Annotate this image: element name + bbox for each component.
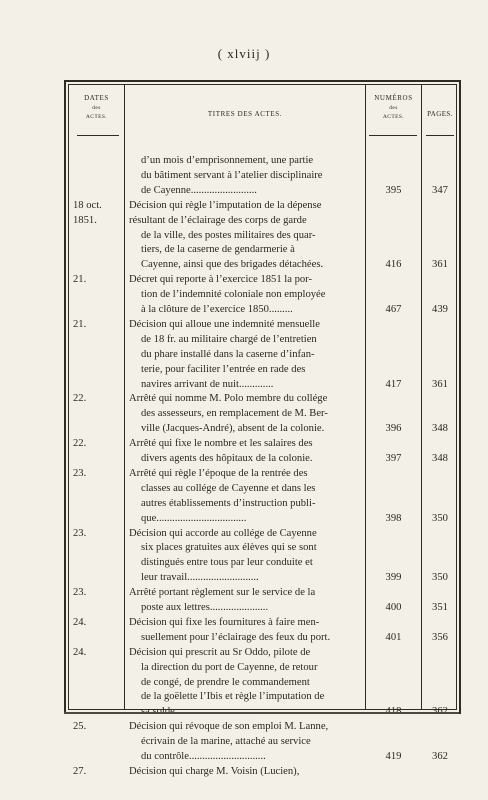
header-pages: PAGES.: [427, 110, 453, 118]
act-page: 351: [432, 602, 448, 613]
act-number: 400: [385, 602, 402, 613]
table-row: [69, 229, 458, 243]
act-title: Décision qui révoque de son emploi M. Lanne,: [129, 721, 329, 733]
act-title: Arrêté qui fixe le nombre et les salaires des: [129, 438, 313, 450]
act-title: tion de l’indemnité coloniale non employée: [141, 289, 326, 301]
header-dates-line1: DATES: [84, 94, 109, 102]
header-titles: TITRES DES ACTES.: [207, 110, 283, 118]
act-number: 417: [385, 378, 402, 390]
act-date: 21.: [73, 318, 87, 330]
table-row: [69, 467, 458, 481]
table-row: [69, 378, 458, 392]
table-row: [69, 392, 458, 406]
page-number: ( xlviij ): [217, 46, 271, 61]
table-row: [69, 273, 458, 287]
table-row: [69, 288, 458, 302]
act-title: de congé, de prendre le commandement: [141, 676, 310, 688]
act-title: du bâtiment servant à l’atelier disciplinaire: [141, 169, 323, 181]
table-row: [69, 527, 458, 541]
table-row: [69, 631, 458, 645]
table-row: [69, 422, 458, 436]
act-title: du phare installé dans la caserne d’infan-: [141, 348, 315, 360]
table-row: [69, 333, 458, 347]
table-row: [69, 318, 458, 332]
act-title: Décision qui prescrit au Sr Oddo, pilote de: [129, 646, 311, 658]
act-title: Décision qui alloue une indemnité mensuelle: [129, 318, 320, 330]
table-row: [69, 750, 458, 764]
header-rule: [77, 135, 119, 136]
act-title: poste aux lettres......................: [141, 602, 269, 613]
bottom-rule: [64, 712, 459, 714]
table-row: [69, 154, 458, 168]
table-row: [69, 243, 458, 257]
act-page: 350: [432, 512, 448, 524]
table-row: [69, 258, 458, 272]
act-title: Décision qui charge M. Voisin (Lucien),: [129, 765, 300, 777]
act-title: classes au collége de Cayenne et dans les: [141, 482, 316, 494]
act-page: 439: [432, 304, 448, 315]
act-number: 467: [385, 304, 402, 315]
act-number: 399: [385, 572, 402, 584]
table-row: [69, 482, 458, 496]
table-row: [69, 661, 458, 675]
header-numeros: [366, 93, 421, 122]
table-row: [69, 646, 458, 660]
act-date: 27.: [73, 765, 87, 777]
act-date: 18 oct.: [73, 199, 102, 211]
table-row: [69, 735, 458, 749]
header-numeros-line1: NUMÉROS: [374, 94, 413, 102]
act-title: Arrêté qui règle l’époque de la rentrée des: [129, 467, 308, 479]
act-page: 362: [432, 751, 448, 762]
header-rule: [426, 135, 454, 136]
act-page: 361: [432, 378, 448, 390]
act-title: terie, pour faciliter l’entrée en rade des: [141, 363, 306, 375]
act-number: 398: [385, 512, 402, 524]
act-title: Arrêté portant règlement sur le service de la: [129, 587, 316, 599]
act-title: divers agents des hôpitaux de la colonie.: [141, 453, 313, 464]
table-row: [69, 765, 458, 779]
act-page: 348: [432, 423, 448, 435]
table-row: [69, 348, 458, 362]
act-title: de la ville, des postes militaires des quar-: [141, 229, 316, 241]
table-row: [69, 690, 458, 704]
act-title: tiers, de la caserne de gendarmerie à: [141, 244, 295, 256]
header-numeros-line3: ACTES.: [382, 113, 405, 120]
act-date: 23.: [73, 587, 87, 599]
act-title: Cayenne, ainsi que des brigades détachées.: [141, 259, 324, 271]
act-title: navires arrivant de nuit.............: [141, 378, 274, 390]
act-title: distingués entre tous par leur conduite et: [141, 557, 313, 569]
act-title: des assesseurs, en remplacement de M. Ber-: [141, 408, 328, 420]
act-date: 23.: [73, 467, 87, 479]
table-row: [69, 571, 458, 585]
header-rule: [369, 135, 417, 136]
act-title: que..................................: [141, 512, 247, 524]
act-date: 1851.: [73, 214, 97, 226]
table-inner-frame: [68, 84, 457, 777]
header-numeros-line2: des: [389, 105, 398, 112]
act-title: écrivain de la marine, attaché au service: [141, 736, 311, 748]
table-row: [69, 184, 458, 198]
act-title: d’un mois d’emprisonnement, une partie: [141, 155, 314, 166]
table-row: [69, 541, 458, 555]
table-row: [69, 720, 458, 734]
act-title: du contrôle.............................: [141, 751, 266, 762]
act-number: 397: [385, 453, 402, 464]
table-row: [69, 169, 458, 183]
act-number: 419: [385, 751, 402, 762]
act-title: autres établissements d’instruction publi-: [141, 497, 316, 509]
act-page: 356: [432, 631, 448, 643]
header-dates: [69, 93, 124, 122]
act-date: 25.: [73, 721, 87, 733]
table-row: [69, 512, 458, 526]
table-row: [69, 497, 458, 511]
act-title: Décret qui reporte à l’exercice 1851 la por-: [129, 274, 313, 286]
act-title: de Cayenne.........................: [141, 184, 257, 196]
act-page: 350: [432, 572, 448, 584]
act-date: 24.: [73, 616, 87, 628]
act-date: 22.: [73, 438, 87, 450]
table-row: [69, 214, 458, 228]
table-row: [69, 586, 458, 600]
header-dates-line3: ACTES.: [85, 113, 108, 120]
act-title: six places gratuites aux élèves qui se sont: [141, 542, 317, 554]
act-date: 23.: [73, 527, 87, 539]
act-title: à la clôture de l’exercice 1850.........: [141, 304, 293, 315]
act-date: 22.: [73, 393, 87, 405]
act-title: Décision qui fixe les fournitures à faire men-: [129, 616, 320, 628]
table-row: [69, 556, 458, 570]
act-date: 24.: [73, 646, 87, 658]
table-row: [69, 199, 458, 213]
act-title: la direction du port de Cayenne, de retour: [141, 661, 318, 673]
table-row: [69, 303, 458, 317]
act-title: résultant de l’éclairage des corps de garde: [129, 214, 307, 226]
table-row: [69, 437, 458, 451]
act-page: 348: [432, 453, 448, 464]
act-title: ville (Jacques-André), absent de la colonie.: [141, 423, 325, 435]
table-row: [69, 616, 458, 630]
act-title: Décision qui accorde au collége de Cayenne: [129, 527, 317, 539]
act-number: 395: [385, 184, 402, 196]
act-page: 361: [432, 259, 448, 271]
act-number: 396: [385, 423, 402, 435]
table-row: [69, 676, 458, 690]
table-row: [69, 407, 458, 421]
act-title: de 18 fr. au militaire chargé de l’entretien: [141, 333, 317, 345]
act-title: de la goëlette l’Ibis et règle l’imputation de: [141, 691, 325, 703]
act-title: leur travail...........................: [141, 572, 259, 584]
act-title: Décision qui règle l’imputation de la dépense: [129, 199, 322, 211]
act-title: Arrêté qui nomme M. Polo membre du collége: [129, 393, 328, 405]
table-row: [69, 601, 458, 615]
table-row: [69, 452, 458, 466]
act-page: 347: [432, 184, 448, 196]
act-number: 401: [385, 631, 402, 643]
act-date: 21.: [73, 274, 87, 286]
acts-table: [64, 80, 461, 777]
header-dates-line2: des: [92, 105, 101, 112]
table-row: [69, 363, 458, 377]
act-title: suellement pour l’éclairage des feux du port.: [141, 631, 331, 643]
act-number: 416: [385, 259, 402, 271]
